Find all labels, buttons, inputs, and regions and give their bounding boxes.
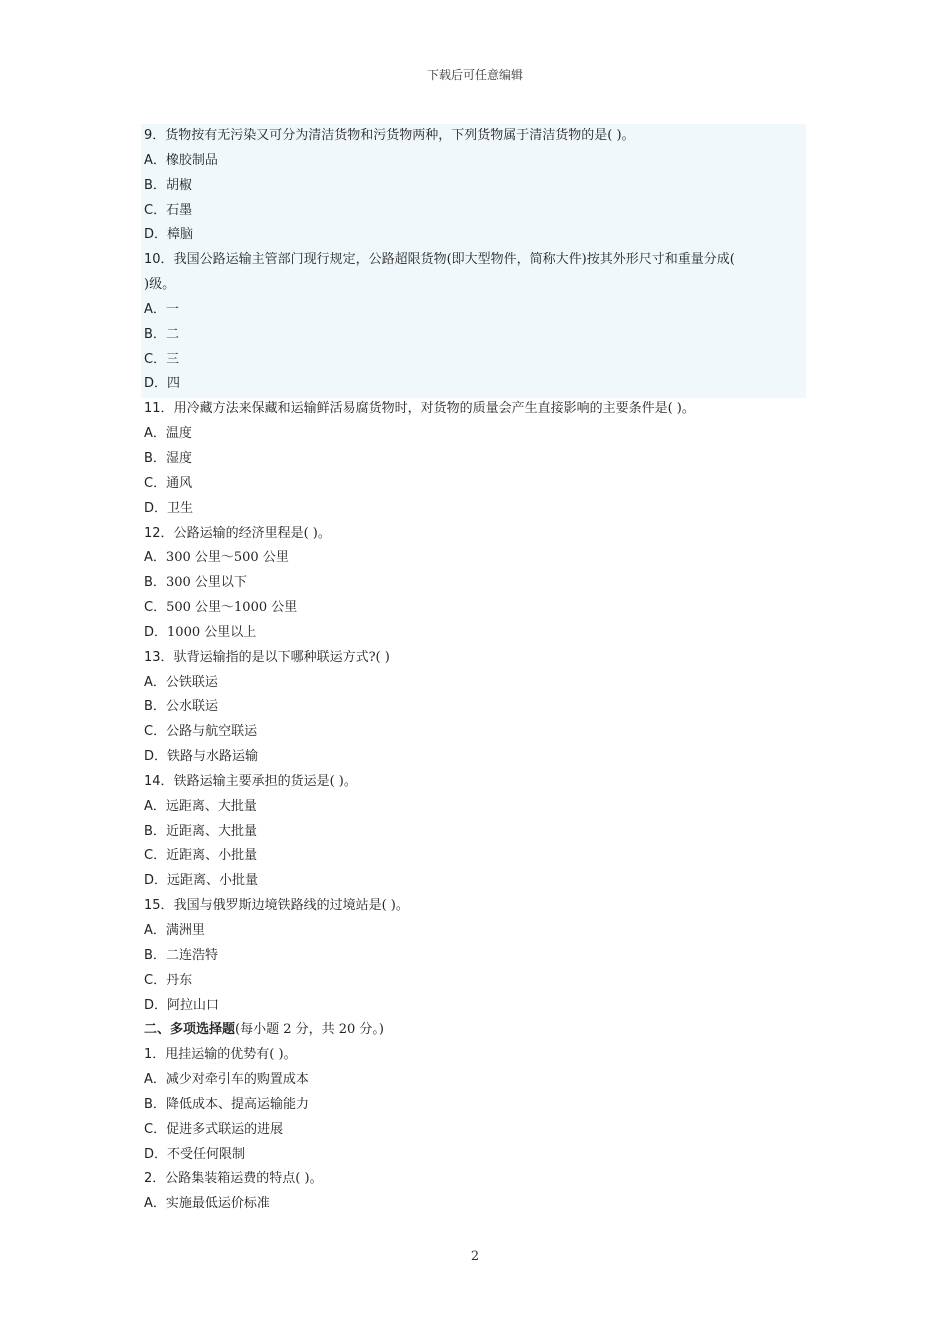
option-line: B．公水联运	[144, 699, 218, 715]
option-line: C．丹东	[144, 972, 193, 988]
option-line: C．公路与航空联运	[144, 724, 258, 740]
option-line: D．卫生	[144, 500, 194, 516]
option-line: A．温度	[144, 426, 192, 442]
option-line: B．降低成本、提高运输能力	[144, 1096, 309, 1112]
option-line: C．500 公里～1000 公里	[144, 600, 298, 616]
option-line: D．1000 公里以上	[144, 624, 257, 640]
question-14: 14．铁路运输主要承担的货运是( )。	[144, 773, 357, 789]
option-line: A．实施最低运价标准	[144, 1196, 270, 1212]
option-line: B．二连浩特	[144, 947, 218, 963]
option-line: D．远距离、小批量	[144, 873, 259, 889]
option-line: A．公铁联运	[144, 674, 218, 690]
option-line: C．石墨	[144, 202, 193, 218]
option-line: B．湿度	[144, 450, 192, 466]
question-9: 9．货物按有无污染又可分为清洁货物和污货物两种，下列货物属于清洁货物的是( )。	[144, 128, 635, 143]
question-15: 15．我国与俄罗斯边境铁路线的过境站是( )。	[144, 898, 409, 914]
option-line: A．300 公里～500 公里	[144, 550, 289, 566]
option-line: A．减少对牵引车的购置成本	[144, 1072, 309, 1088]
document-body	[144, 124, 806, 1217]
option-line: B．近距离、大批量	[144, 823, 257, 839]
option-line: B．300 公里以下	[144, 575, 247, 591]
question-10: 10．我国公路运输主管部门现行规定，公路超限货物(即大型物件，简称大件)按其外形尺寸和重量分成(	[144, 252, 735, 268]
option-line: D．阿拉山口	[144, 997, 220, 1013]
option-line: A．满洲里	[144, 923, 205, 938]
question-13: 13．驮背运输指的是以下哪种联运方式?( )	[144, 649, 390, 665]
page-number: 2	[470, 1249, 480, 1264]
option-line: B．二	[144, 326, 179, 342]
option-line: A．一	[144, 301, 179, 317]
page-header: 下载后可任意编辑	[426, 68, 523, 82]
option-line: D．樟脑	[144, 227, 194, 243]
section-heading: 二、多项选择题(每小题 2 分，共 20 分。)	[144, 1022, 385, 1038]
question-10-continued: )级。	[144, 277, 176, 293]
multi-question-1: 1．甩挂运输的优势有( )。	[144, 1047, 297, 1063]
option-line: D．不受任何限制	[144, 1146, 246, 1162]
question-12: 12．公路运输的经济里程是( )。	[144, 525, 331, 541]
multi-question-2: 2．公路集装箱运费的特点( )。	[144, 1171, 323, 1187]
option-line: B．胡椒	[144, 177, 192, 193]
option-line: D．铁路与水路运输	[144, 749, 259, 765]
option-line: D．四	[144, 376, 181, 392]
option-line: A．远距离、大批量	[144, 798, 257, 814]
option-line: C．促进多式联运的进展	[144, 1121, 284, 1137]
option-line: C．近距离、小批量	[144, 848, 258, 864]
question-11: 11．用冷藏方法来保藏和运输鲜活易腐货物时，对货物的质量会产生直接影响的主要条件是( )。	[144, 401, 695, 417]
option-line: C．三	[144, 351, 180, 367]
option-line: C．通风	[144, 475, 193, 491]
option-line: A．橡胶制品	[144, 152, 218, 168]
